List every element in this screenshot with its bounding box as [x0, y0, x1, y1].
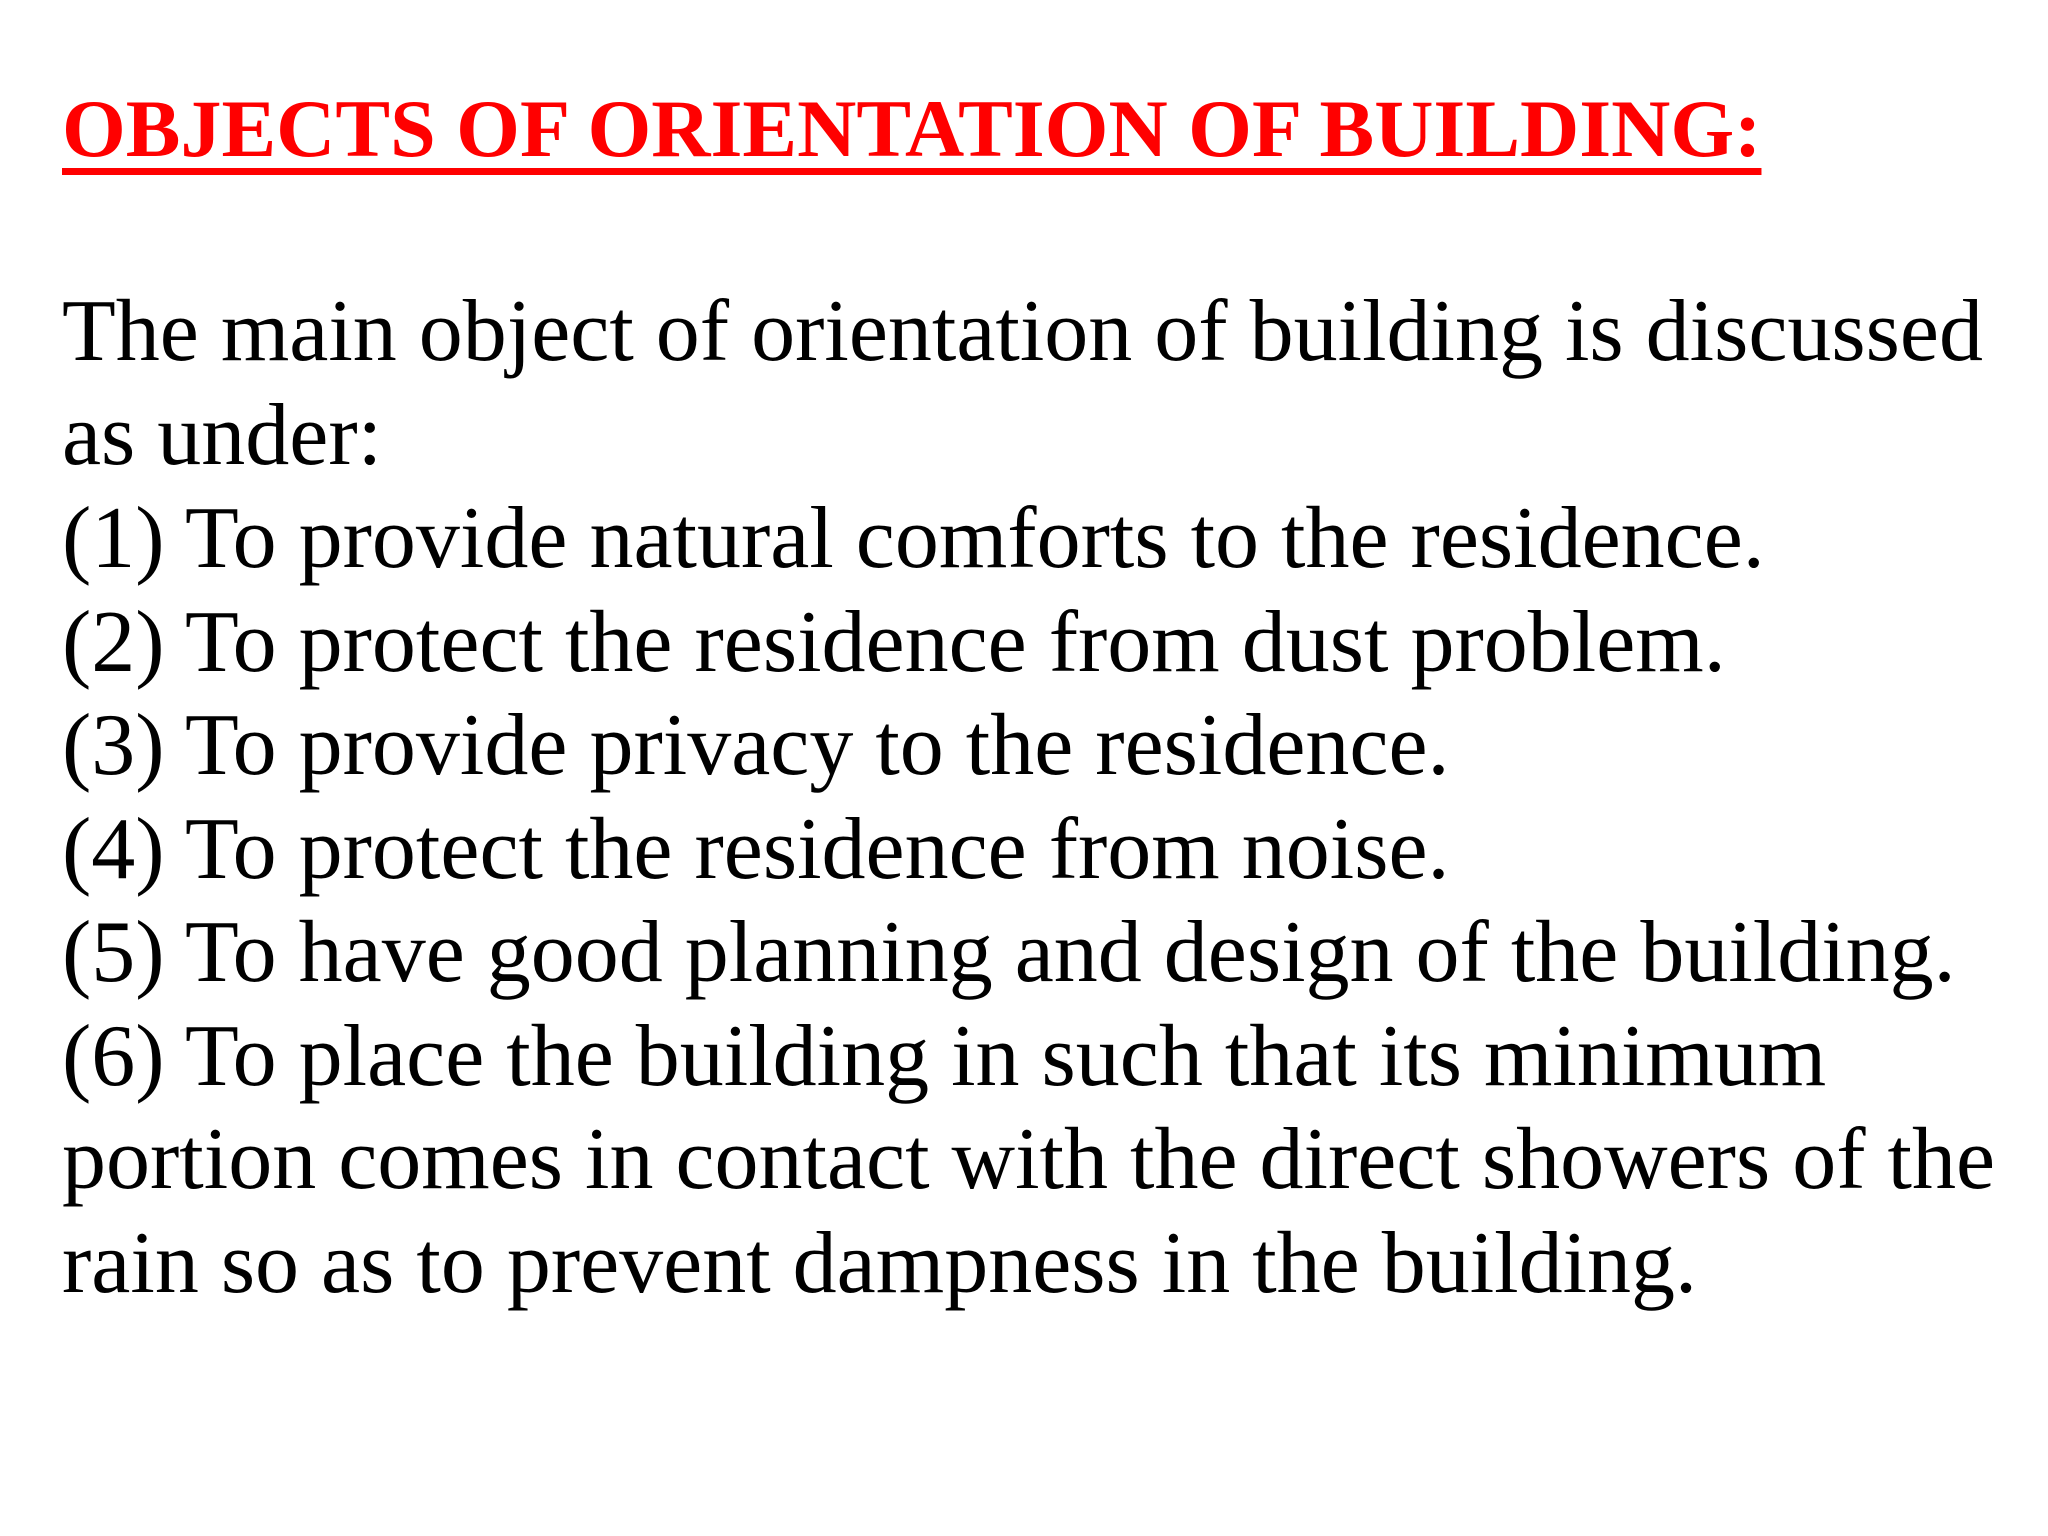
list-item-1: (1) To provide natural comforts to the residence.	[62, 490, 1765, 587]
list-item-3: (3) To provide privacy to the residence.	[62, 697, 1450, 794]
list-item-6-line-2: portion comes in contact with the direct showers of the	[62, 1111, 1996, 1208]
list-item-5: (5) To have good planning and design of the building.	[62, 904, 1956, 1001]
body-text	[62, 280, 2022, 1315]
list-item-6-line-1: (6) To place the building in such that its minimum	[62, 1007, 1827, 1105]
list-item-2: (2) To protect the residence from dust problem.	[62, 593, 1726, 691]
intro-line-2: as under:	[62, 386, 383, 484]
list-item-6-line-3: rain so as to prevent dampness in the building.	[62, 1214, 1698, 1312]
page-title: OBJECTS OF ORIENTATION OF BUILDING:	[62, 83, 1762, 174]
list-item-4: (4) To protect the residence from noise.	[62, 800, 1450, 898]
intro-line-1: The main object of orientation of building is discussed	[62, 283, 1983, 380]
